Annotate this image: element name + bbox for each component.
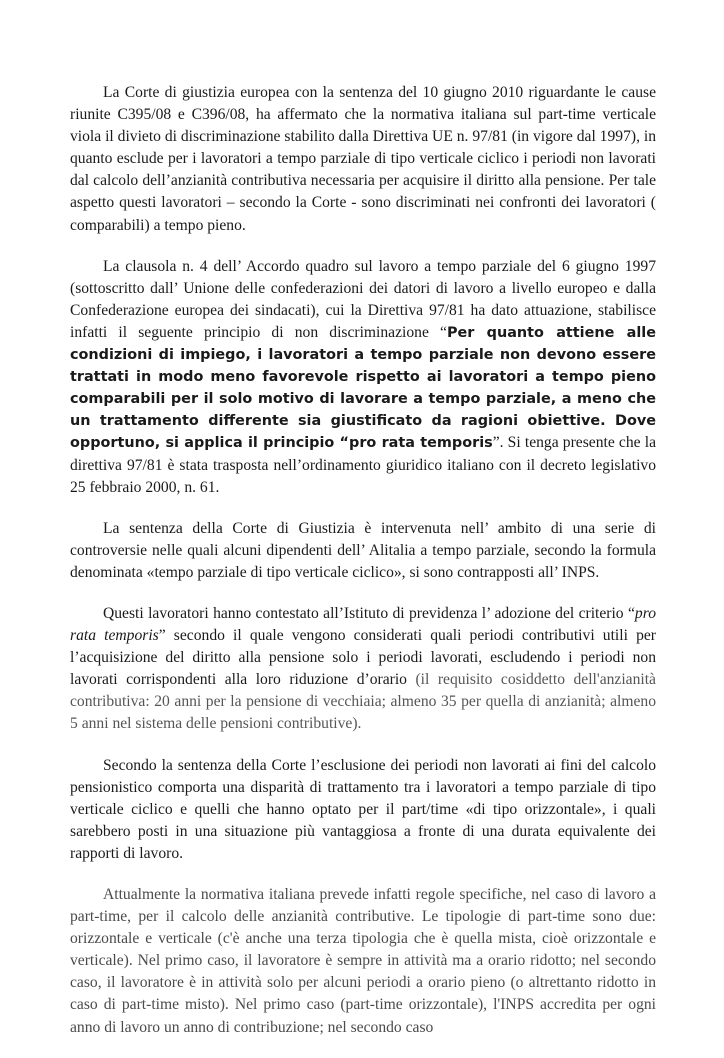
paragraph-text: ”. Si tenga presente che la direttiva 97/81 è stata trasposta nell’ordinamento giuridico italiano con il decreto legislativo 25 febbraio 2000, n. 61.	[70, 434, 656, 496]
paragraph-text: ” secondo il quale vengono considerati quali periodi contributivi utili per l’acquisizione del diritto alla pensione solo i periodi lavorati, escludendo i periodi non lavorati corrispondenti alla loro riduzione d’orario	[70, 627, 656, 689]
grey-parenthetical: (il requisito cosiddetto dell'anzianità contributiva: 20 anni per la pensione di vecchiaia; almeno 35 per quella di anzianità; almeno 5 anni nel sistema delle pensioni contributive).	[70, 671, 656, 733]
paragraph-5	[70, 755, 656, 865]
paragraph-text: La Corte di giustizia europea con la sentenza del 10 giugno 2010 riguardante le cause riunite C395/08 e C396/08, ha affermato che la normativa italiana sul part-time verticale viola il divieto di discriminazione stabilito dalla Direttiva UE n. 97/81 (in vigore dal 1997), in quanto esclude per i lavoratori a tempo parziale di tipo verticale ciclico i periodi non lavorati dal calcolo dell’anzianità contributiva necessaria per acquisire il diritto alla pensione. Per tale aspetto questi lavoratori – secondo la Corte - sono discriminati nei confronti dei lavoratori ( comparabili) a tempo pieno.	[70, 84, 656, 234]
grey-paragraph-text: Attualmente la normativa italiana prevede infatti regole specifiche, nel caso di lavoro a part-time, per il calcolo delle anzianità contributive. Le tipologie di part-time sono due: orizzontale e verticale (c'è anche una terza tipologia che è quella mista, cioè orizzontale e verticale). Nel primo caso, il lavoratore è sempre in attività ma a orario ridotto; nel secondo caso, il lavoratore è in attività solo per alcuni periodi a orario pieno (o altrettanto ridotto in caso di part-time misto). Nel primo caso (part-time orizzontale), l'INPS accredita per ogni anno di lavoro un anno di contribuzione; nel secondo caso	[70, 886, 656, 1036]
italic-term: pro rata temporis	[70, 604, 656, 645]
paragraph-2	[70, 256, 656, 499]
paragraph-text: La clausola n. 4 dell’ Accordo quadro sul lavoro a tempo parziale del 6 giugno 1997 (sottoscritto dall’ Unione delle confederazioni dei datori di lavoro a livello europeo e dalla Confederazione europea dei sindacati), cui la Direttiva 97/81 ha dato attuazione, stabilisce infatti il seguente principio di non discriminazione “	[70, 257, 656, 341]
paragraph-text: Secondo la sentenza della Corte l’esclusione dei periodi non lavorati ai fini del calcolo pensionistico comporta una disparità di trattamento tra i lavoratori a tempo parziale di tipo verticale ciclico e quelli che hanno optato per il part/time «di tipo orizzontale», i quali sarebbero posti in una situazione più vantaggiosa a fronte di una durata equivalente dei rapporti di lavoro.	[70, 756, 656, 862]
paragraph-text: Questi lavoratori hanno contestato all’Istituto di previdenza l’ adozione del criterio “	[103, 604, 635, 622]
paragraph-text: La sentenza della Corte di Giustizia è intervenuta nell’ ambito di una serie di controversie nelle quali alcuni dipendenti dell’ Alitalia a tempo parziale, secondo la formula denominata «tempo parziale di tipo verticale ciclico», si sono contrapposti all’ INPS.	[70, 519, 656, 581]
document-page	[70, 82, 656, 1058]
paragraph-3	[70, 518, 656, 584]
paragraph-1	[70, 82, 656, 237]
paragraph-4	[70, 603, 656, 736]
paragraph-6	[70, 884, 656, 1039]
bold-quotation: Per quanto attiene alle condizioni di impiego, i lavoratori a tempo parziale non devono essere trattati in modo meno favorevole rispetto ai lavoratori a tempo pieno comparabili per il solo motivo di lavorare a tempo parziale, a meno che un trattamento differente sia giustificato da ragioni obiettive. Dove opportuno, si applica il principio “pro rata temporis	[70, 324, 656, 452]
